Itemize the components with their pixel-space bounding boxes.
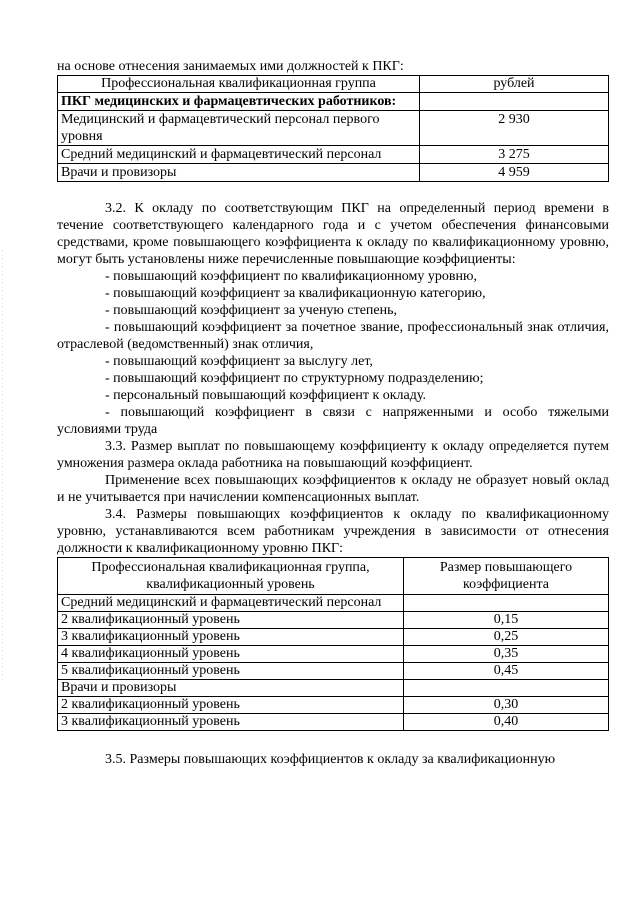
row-value: 0,40 — [404, 714, 609, 731]
intro-text: на основе отнесения занимаемых ими должностей к ПКГ: — [57, 59, 404, 74]
table-row — [58, 663, 609, 680]
row-value: 0,15 — [404, 612, 609, 629]
table-row — [58, 595, 609, 612]
list-item: - повышающий коэффициент по квалификационному уровню, — [105, 269, 477, 284]
table-row — [58, 714, 609, 731]
row-label: Медицинский и фармацевтический персонал первого уровня — [58, 111, 420, 146]
paragraph-3-5: 3.5. Размеры повышающих коэффициентов к окладу за квалификационную — [105, 752, 556, 767]
salary-table — [57, 75, 609, 182]
group-title: ПКГ медицинских и фармацевтических работников: — [58, 93, 420, 111]
paragraph-3-2: 3.2. К окладу по соответствующим ПКГ на определенный период времени в течение соответствующего календарного года и с учетом обеспечения финансовыми средствами, кроме повышающего коэффициента к окладу по квалификационному уровню, могут быть установлены ниже перечисленные повышающие коэффициенты: — [57, 201, 609, 267]
table-row — [58, 93, 609, 111]
row-label: 2 квалификационный уровень — [58, 697, 404, 714]
row-value: 0,30 — [404, 697, 609, 714]
row-label: Средний медицинский и фармацевтический персонал — [58, 146, 420, 164]
table-row — [58, 697, 609, 714]
table-row — [58, 111, 609, 146]
row-value: 3 275 — [420, 146, 609, 164]
header-group: Профессиональная квалификационная группа — [58, 76, 420, 93]
table-row — [58, 612, 609, 629]
table-row — [58, 646, 609, 663]
list-item: - повышающий коэффициент за почетное звание, профессиональный знак отличия, отраслевой (ведомственный) знак отличия, — [57, 320, 609, 352]
header-coefficient: Размер повышающего коэффициента — [404, 558, 609, 595]
paragraph-3-4: 3.4. Размеры повышающих коэффициентов к окладу по квалификационному уровню, устанавливаются всем работникам учреждения в зависимости от отнесения должности к квалификационному уровню ПКГ: — [57, 507, 609, 556]
table-header-row — [58, 76, 609, 93]
paragraph-3-3: 3.3. Размер выплат по повышающему коэффициенту к окладу определяется путем умножения размера оклада работника на повышающий коэффициент. — [57, 439, 609, 471]
scan-margin-artifact — [2, 250, 4, 680]
header-group-level: Профессиональная квалификационная группа, квалификационный уровень — [58, 558, 404, 595]
row-label: Врачи и провизоры — [58, 164, 420, 182]
section-title: Врачи и провизоры — [58, 680, 404, 697]
document-page — [57, 58, 609, 768]
list-item: - повышающий коэффициент за ученую степень, — [105, 303, 398, 318]
row-value: 0,45 — [404, 663, 609, 680]
header-currency: рублей — [420, 76, 609, 93]
empty-cell — [404, 680, 609, 697]
row-label: 3 квалификационный уровень — [58, 714, 404, 731]
list-item: - персональный повышающий коэффициент к окладу. — [105, 388, 426, 403]
list-item: - повышающий коэффициент за выслугу лет, — [105, 354, 373, 369]
list-item: - повышающий коэффициент за квалификационную категорию, — [105, 286, 486, 301]
table-header-row — [58, 558, 609, 595]
row-label: 3 квалификационный уровень — [58, 629, 404, 646]
table-row — [58, 680, 609, 697]
paragraph-3-3-b: Применение всех повышающих коэффициентов к окладу не образует новый оклад и не учитывается при начислении компенсационных выплат. — [57, 473, 609, 505]
row-value: 2 930 — [420, 111, 609, 146]
row-label: 5 квалификационный уровень — [58, 663, 404, 680]
table-row — [58, 146, 609, 164]
list-item: - повышающий коэффициент в связи с напряженными и особо тяжелыми условиями труда — [57, 405, 609, 437]
row-value: 4 959 — [420, 164, 609, 182]
row-label: 2 квалификационный уровень — [58, 612, 404, 629]
table-row — [58, 629, 609, 646]
coefficient-table — [57, 557, 609, 731]
row-label: 4 квалификационный уровень — [58, 646, 404, 663]
table-row — [58, 164, 609, 182]
empty-cell — [404, 595, 609, 612]
list-item: - повышающий коэффициент по структурному подразделению; — [105, 371, 484, 386]
section-title: Средний медицинский и фармацевтический персонал — [58, 595, 404, 612]
row-value: 0,35 — [404, 646, 609, 663]
row-value: 0,25 — [404, 629, 609, 646]
empty-cell — [420, 93, 609, 111]
